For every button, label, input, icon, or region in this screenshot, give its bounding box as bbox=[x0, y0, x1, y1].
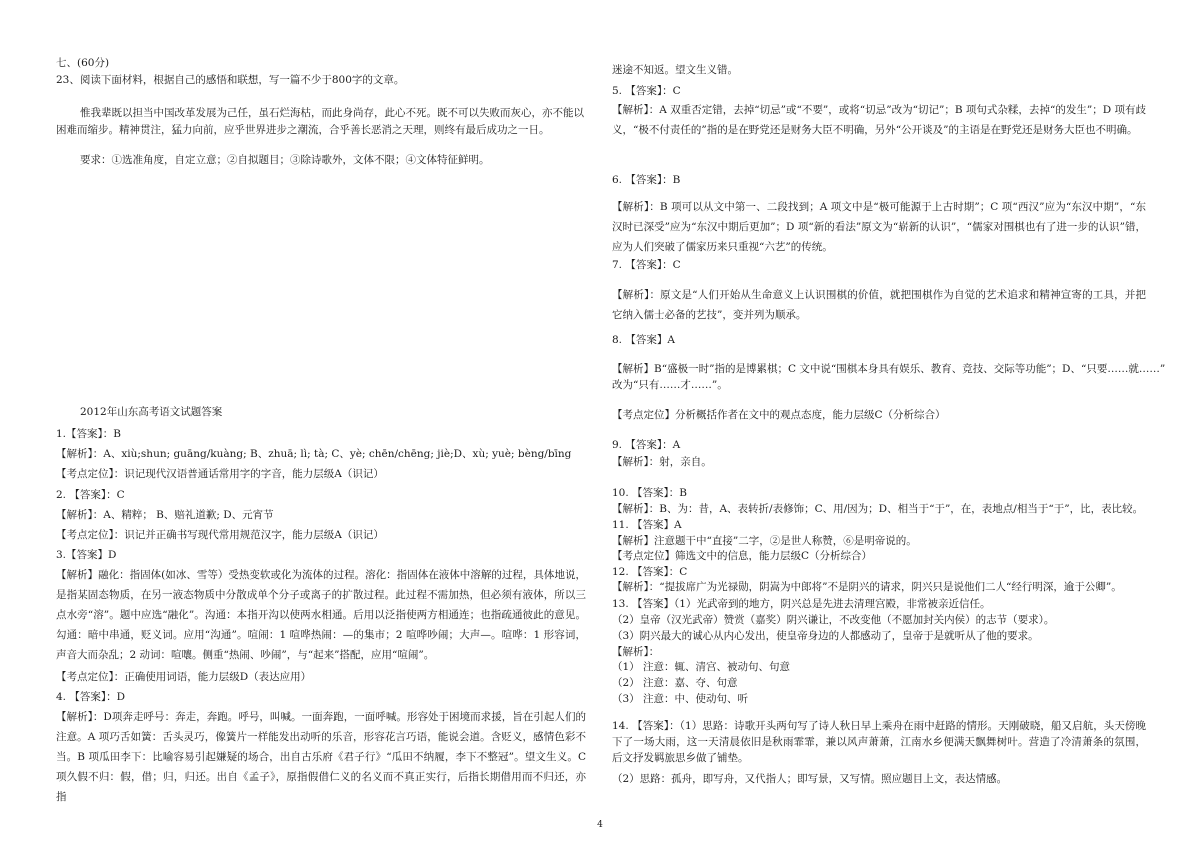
page-number: 4 bbox=[597, 820, 603, 830]
answer-13-note-2: （2） 注意：嘉、夺、句意 bbox=[612, 677, 738, 689]
section-title: 七、(60分) bbox=[56, 57, 110, 69]
answer-5: 5. 【答案】：C bbox=[612, 85, 681, 97]
answer-3: 3.【答案】D bbox=[56, 549, 117, 561]
answer-10: 10. 【答案】：B bbox=[612, 487, 688, 499]
answer-1-point: 【考点定位】：识记现代汉语普通话常用字的字音，能力层级A（识记） bbox=[56, 468, 384, 480]
requirements: 要求：①选准角度，自定立意；②自拟题目；③除诗歌外，文体不限；④文体特征鲜明。 bbox=[80, 154, 490, 166]
answer-14-part-2: （2）思路：孤舟，即写舟，又代指人；即写景，又写情。照应题目上文，表达情感。 bbox=[612, 773, 1008, 785]
answer-13-part-3: （3）阴兴最大的诚心从内心发出，使皇帝身边的人都感动了，皇帝于是就听从了他的要求。 bbox=[612, 630, 1039, 642]
answer-7-analysis: 【解析】：原文是“人们开始从生命意义上认识围棋的价值，就把围棋作为自觉的艺术追求和精神宣寄的工具，并把它纳入儒士必备的艺技”，变并列为顺承。 bbox=[612, 289, 1146, 321]
answer-13-note-3: （3） 注意：中、使动句、听 bbox=[612, 693, 749, 705]
answer-5-analysis: 【解析】：A 双重否定错，去掉“切忌”或“不要”，或将“切忌”改为“切记”；B 项句式杂糅，去掉“的发生”；D 项有歧义，“极不付责任的”指的是在野党还是财务大臣不明确，另外“公开谈及”的主语是在野党还是财务大臣也不明确。 bbox=[612, 104, 1146, 136]
answer-4: 4. 【答案】：D bbox=[56, 691, 126, 703]
answer-11-analysis: 【解析】注意题干中“直接”二字，②是世人称赞，⑥是明帝说的。 bbox=[612, 535, 917, 547]
answer-7: 7. 【答案】：C bbox=[612, 259, 681, 271]
answer-title: 2012年山东高考语文试题答案 bbox=[80, 406, 223, 418]
answer-12-analysis: 【解析】：“提拔席广为光禄勋，阴嵩为中郎将”不是阴兴的请求，阴兴只是说他们二人“经行明深，逾于公卿”。 bbox=[612, 581, 1122, 593]
answer-8-analysis-1: 【解析】B“盛极一时”指的是博累棋；C 文中说“围棋本身具有娱乐、教育、竞技、交际等功能”；D、“只要……就……” bbox=[612, 363, 1166, 375]
answer-2: 2. 【答案】：C bbox=[56, 489, 125, 501]
continued-text: 迷途不知返。望文生义错。 bbox=[612, 64, 738, 76]
answer-3-analysis: 【解析】融化：指固体(如冰、雪等）受热变软或化为流体的过程。溶化：指固体在液体中溶解的过程，具体地说，是指某固态物质，在另一液态物质中分散成单个分子或离子的扩散过程。此过程不需加热，但必须有液体，所以三点水旁“溶”。题中应选“融化”。沟通：本指开沟以使两水相通。后用以泛指使两方相通连；也指疏通彼此的意见。勾通：暗中串通，贬义词。应用“沟通”。喧闹：1 喧哗热闹：—的集市；2 喧哗吵闹；大声—。喧哗：1 形容词，声音大而杂乱；2 动词：喧嚷。侧重“热闹、吵闹”，与“起来”搭配，应用“喧闹”。 bbox=[56, 569, 586, 661]
answer-3-point: 【考点定位】：正确使用词语，能力层级D（表达应用） bbox=[56, 671, 312, 683]
answer-12: 12. 【答案】：C bbox=[612, 566, 688, 578]
answer-1-analysis: 【解析】：A、xiù;shun; guāng/kuàng; B、zhuā; lì; tà; C、yè; chēn/chēng; jiè;D、xù; yuè; bèng/bīng bbox=[56, 448, 572, 460]
answer-11-point: 【考点定位】筛选文中的信息，能力层级C（分析综合） bbox=[612, 550, 873, 562]
answer-11: 11. 【答案】A bbox=[612, 519, 682, 531]
answer-13-part-2: （2）皇帝（汉光武帝）赞赏（嘉奖）阴兴谦让，不改变他（不愿加封关内侯）的志节（要求）。 bbox=[612, 614, 1055, 626]
answer-2-point: 【考点定位】：识记并正确书写现代常用规范汉字，能力层级A（识记） bbox=[56, 529, 384, 541]
answer-8: 8. 【答案】A bbox=[612, 334, 675, 346]
answer-1: 1.【答案】：B bbox=[56, 428, 121, 440]
answer-6-analysis: 【解析】：B 项可以从文中第一、二段找到；A 项文中是“极可能源于上古时期”；C 项“西汉”应为“东汉中期”，“东汉时已深受”应为“东汉中期后更加”；D 项“新的看法”原文为“崭新的认识”，“儒家对围棋也有了进一步的认识”错，应为人们突破了儒家历来只重视“六艺”的传统。 bbox=[612, 201, 1146, 253]
question-23: 23、阅读下面材料，根据自己的感悟和联想，写一篇不少于800字的文章。 bbox=[56, 74, 405, 86]
answer-13: 13. 【答案】（1）光武帝到的地方，阴兴总是先进去清理宫殿，非常被亲近信任。 bbox=[612, 598, 991, 610]
answer-13-note-1: （1） 注意：辄、清宫、被动句、句意 bbox=[612, 661, 791, 673]
answer-6: 6. 【答案】：B bbox=[612, 174, 681, 186]
material-line-1: 惟我辈既以担当中国改革发展为己任，虽石烂海枯，而此身尚存，此心不死。既不可以失败而灰心，亦不能以 bbox=[80, 107, 584, 119]
answer-9-analysis: 【解析】：射，亲自。 bbox=[612, 456, 712, 468]
answer-2-analysis: 【解析】：A、精粹； B、赔礼道歉; D、元宵节 bbox=[56, 509, 274, 521]
answer-13-analysis: 【解析】： bbox=[612, 646, 660, 658]
answer-10-analysis: 【解析】：B、为：昔，A、表转折/表修饰；C、用/因为；D、相当于“于”，在，表地点/相当于“于”，比，表比较。 bbox=[612, 503, 1144, 515]
answer-14: 14. 【答案】：（1）思路：诗歌开头两句写了诗人秋日早上乘舟在雨中赶路的情形。天刚破晓，船又启航，头天傍晚下了一场大雨，这一天清晨依旧是秋雨霏霏，兼以风声萧萧，江南水乡便满天飘舞树叶。营造了冷清萧条的氛围，后文抒发羁旅思乡做了铺垫。 bbox=[612, 720, 1146, 764]
answer-8-point: 【考点定位】分析概括作者在文中的观点态度，能力层级C（分析综合） bbox=[612, 409, 946, 421]
answer-8-analysis-2: 改为“只有……才……”。 bbox=[612, 379, 728, 391]
material-line-2: 困难而缩步。精神贯注，猛力向前，应乎世界进步之潮流，合乎善长恶消之天理，则终有最后成功之一日。 bbox=[56, 124, 550, 136]
answer-9: 9. 【答案】：A bbox=[612, 439, 681, 451]
answer-4-analysis: 【解析】：D项奔走呼号：奔走，奔跑。呼号，叫喊。一面奔跑，一面呼喊。形容处于困境而求援，旨在引起人们的注意。A 项巧舌如簧：舌头灵巧，像簧片一样能发出动听的乐音，形容花言巧语，能说会道。含贬义，感情色彩不当。B 项瓜田李下：比喻容易引起嫌疑的场合，出自古乐府《君子行》“瓜田不纳履，李下不整冠”。望文生义。C 项久假不归：假，借；归，归还。出自《孟子》，原指假借仁义的名义而不真正实行，后指长期借用而不归还，亦指 bbox=[56, 711, 586, 803]
